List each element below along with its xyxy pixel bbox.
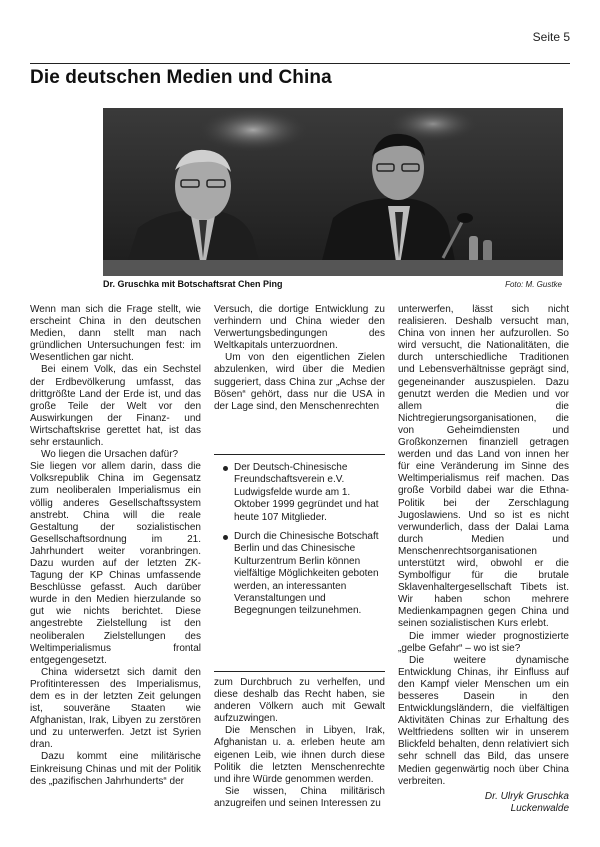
paragraph: China widersetzt sich damit den Profitinteressen des Imperialismus, dem es in der letzten Zeit gelungen ist, souveräne Staaten wie Afghanistan, Irak, Libyen zu zerstören und zu unterwerfen. Jetzt ist Syrien dran. <box>30 666 201 751</box>
paragraph: Die immer wieder prognostizierte „gelbe Gefahr“ – wo ist sie? <box>398 630 569 654</box>
info-item-text: Der Deutsch-Chinesische Freundschaftsverein e.V. Ludwigsfelde wurde am 1. Oktober 1999 gegründet und hat heute 107 Mitglieder. <box>234 462 379 523</box>
article-photo <box>103 108 563 276</box>
paragraph: Die weitere dynamische Entwicklung Chinas, ihr Einfluss auf den Kampf vieler Menschen um ein besseres Dasein in den Entwicklungsländern, die vielfältigen Aktivitäten Chinas zur Erhaltung des Weltfriedens sollten wir in unserem Blickfeld behalten, denn relativiert sich sehr schnell das Bild, das unsere Medien gegenwärtig noch über China verbreiten. <box>398 654 569 787</box>
author-location: Luckenwalde <box>510 803 569 815</box>
page-number: Seite 5 <box>532 30 570 44</box>
article-column-2-top <box>214 304 385 413</box>
author-signature <box>398 791 569 816</box>
paragraph: Die Menschen in Libyen, Irak, Afghanistan u. a. erleben heute am eigenen Leib, wie ihnen durch diese Politik die letzten Menschenrechte und ihre Würde genommen werden. <box>214 725 385 785</box>
info-item-text: Durch die Chinesische Botschaft Berlin und das Chinesische Kulturzentrum Berlin können vielfältige Möglichkeiten geboten werden, an interessanten Veranstaltungen und Begegnungen teilzunehmen. <box>234 531 379 617</box>
article-headline: Die deutschen Medien und China <box>30 67 332 88</box>
article-column-3 <box>398 304 569 816</box>
paragraph: zum Durchbruch zu verhelfen, und diese deshalb das Recht haben, sie anderen Völkern auch mit Gewalt aufzuzwingen. <box>214 677 385 725</box>
info-item <box>220 462 379 524</box>
article-column-2-bottom <box>214 677 385 810</box>
bullet-icon <box>223 466 228 471</box>
paragraph: Dazu kommt eine militärische Einkreisung Chinas und mit der Politik des „pazifischen Jahrhunderts“ der <box>30 751 201 787</box>
info-item <box>220 531 379 618</box>
paragraph: Bei einem Volk, das ein Sechstel der Erdbevölkerung umfasst, das drittgrößte Land der Erde ist, und das große Teile der Welt vor den Auswirkungen der Finanz- und Wirtschaftskrise gerettet hat, ist das sehr erstaunlich. <box>30 364 201 449</box>
info-box <box>214 454 385 672</box>
bullet-icon <box>223 535 228 540</box>
article-column-1 <box>30 304 201 788</box>
paragraph: Sie wissen, China militärisch anzugreifen und seinen Interessen zu <box>214 785 385 809</box>
photo-credit: Foto: M. Gustke <box>505 280 562 289</box>
paragraph: Wo liegen die Ursachen dafür? <box>41 449 179 461</box>
header-rule <box>30 63 570 64</box>
photo-caption: Dr. Gruschka mit Botschaftsrat Chen Ping <box>103 279 283 289</box>
paragraph: Wenn man sich die Frage stellt, wie erscheint China in den deutschen Medien, dann stellt man nach gründlichen Untersuchungen fest: im Wesentlichen gar nicht. <box>30 304 201 364</box>
paragraph: Versuch, die dortige Entwicklung zu verhindern und China wieder den Verwertungsbedingungen des Weltkapitals unterzuordnen. <box>214 304 385 352</box>
author-name: Dr. Ulryk Gruschka <box>484 790 569 802</box>
paragraph: unterwerfen, lässt sich nicht realisieren. Deshalb versucht man, China von innen her aufzurollen. So wird versucht, die Nationalitäten, die durch unterschiedliche Traditionen und Lebensverhältnisse geprägt sind, gegeneinander auszuspielen. Dazu genutzt werden die Medien und vor allem die Nichtregierungsorganisationen, die von Geheimdiensten und Großkonzernen finanziell getragen werden und das Land von innen her für eine Veränderung im Sinne des Weltimperialismus reif machen. Das große Vorbild dabei war die Ethna-Politik bei der Zerschlagung Jugoslawiens. Und so ist es nicht verwunderlich, dass der Dalai Lama durch Medien und Menschenrechtsorganisationen unterstützt wird, obwohl er die Symbolfigur für die brutale Sklavenhaltergesellschaft Tibets ist. Wir haben schon mehrere Medienkampagnen gegen China und seinen sozialistischen Kurs erlebt. <box>398 304 569 630</box>
paragraph: Um von den eigentlichen Zielen abzulenken, wird über die Medien suggeriert, dass China zur „Achse der Bösen“ gehört, dass nur die USA in der Lage sind, den Menschenrechten <box>214 352 385 412</box>
paragraph: Sie liegen vor allem darin, dass die Volksrepublik China im Gegensatz zum neoliberalen Imperialismus ein völlig anderes Gesellschaftssystem anstrebt. China will die reale Gestaltung der sozialistischen Gesellschaftsordnung im 21. Jahrhundert weiter voranbringen. Dazu wurden auf der letzten ZK-Tagung der KP Chinas umfassende Beschlüsse gefasst. Auch darüber wurde in den Medien hierzulande so gut wie nichts berichtet. Diese angestrebte Zielstellung ist den neoliberalen Zielstellungen des Weltimperialismus frontal entgegengesetzt. <box>30 461 201 666</box>
